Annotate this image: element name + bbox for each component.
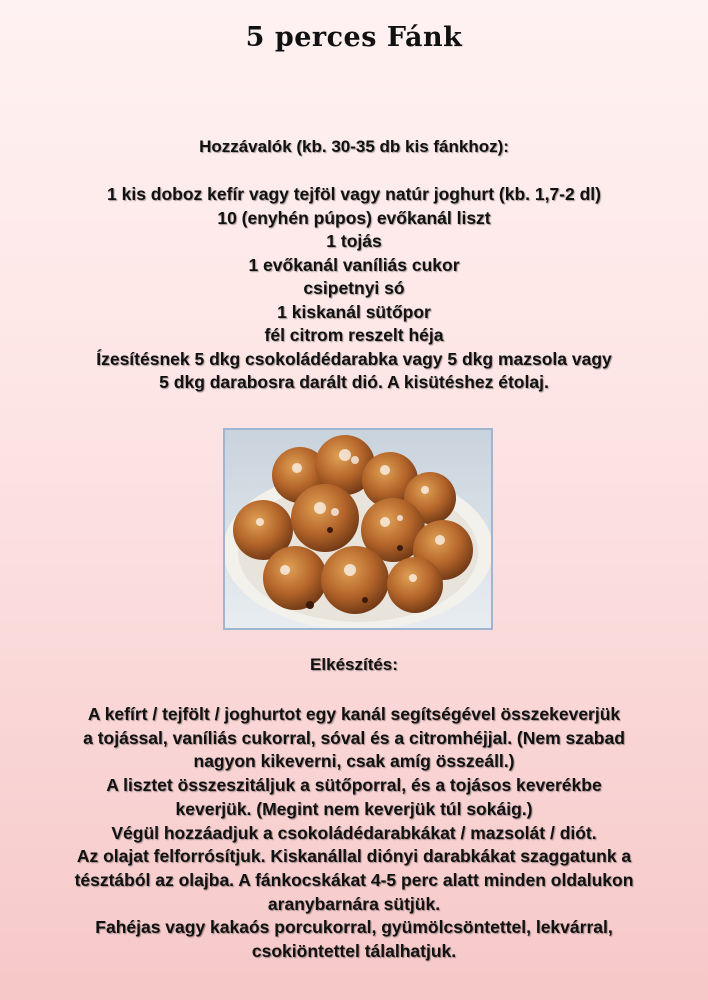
method-line: A lisztet összeszitáljuk a sütőporral, és a tojásos keverékbe (106, 775, 602, 796)
method-line: keverjük. (Megint nem keverjük túl sokáig.) (175, 798, 533, 819)
method-line: A kefírt / tejfölt / joghurtot egy kanál segítségével összekeverjük (87, 704, 621, 724)
ingredient-line: 5 dkg darabosra darált dió. A kisütéshez étolaj. (159, 372, 549, 392)
method-line: tésztából az olajba. A fánkocskákat 4-5 perc alatt minden oldalukon (74, 869, 634, 890)
ingredient-line: 1 evőkanál vaníliás cukor (248, 254, 460, 275)
recipe-title: 5 perces Fánk (245, 22, 463, 53)
method-text (10, 703, 698, 964)
method-line: Fahéjas vagy kakaós porcukorral, gyümölcsöntettel, lekvárral, (95, 917, 613, 938)
ingredient-line: 1 tojás (326, 231, 382, 251)
method-line: Végül hozzáadjuk a csokoládédarabkákat / mazsolát / diót. (111, 822, 597, 843)
donut-photo (223, 428, 493, 630)
ingredient-line: 10 (enyhén púpos) evőkanál liszt (217, 207, 491, 228)
method-heading: Elkészítés: (310, 655, 398, 674)
ingredients-list (10, 183, 698, 395)
ingredient-line: 1 kis doboz kefír vagy tejföl vagy natúr joghurt (kb. 1,7-2 dl) (107, 184, 601, 204)
donut-photo-drawing (225, 430, 491, 628)
ingredient-line: fél citrom reszelt héja (264, 325, 444, 345)
method-line: aranybarnára sütjük. (267, 893, 441, 914)
method-line: csokiöntettel tálalhatjuk. (251, 941, 457, 962)
ingredient-line: csipetnyi só (303, 278, 405, 298)
method-line: Az olajat felforrósítjuk. Kiskanállal diónyi darabkákat szaggatunk a (76, 846, 632, 867)
ingredient-line: 1 kiskanál sütőpor (277, 301, 431, 322)
ingredient-line: Ízesítésnek 5 dkg csokoládédarabka vagy 5 dkg mazsola vagy (96, 348, 612, 369)
method-line: nagyon kikeverni, csak amíg összeáll.) (193, 751, 515, 772)
ingredients-heading: Hozzávalók (kb. 30-35 db kis fánkhoz): (199, 137, 509, 156)
method-line: a tojással, vaníliás cukorral, sóval és a citromhéjjal. (Nem szabad (83, 727, 625, 748)
